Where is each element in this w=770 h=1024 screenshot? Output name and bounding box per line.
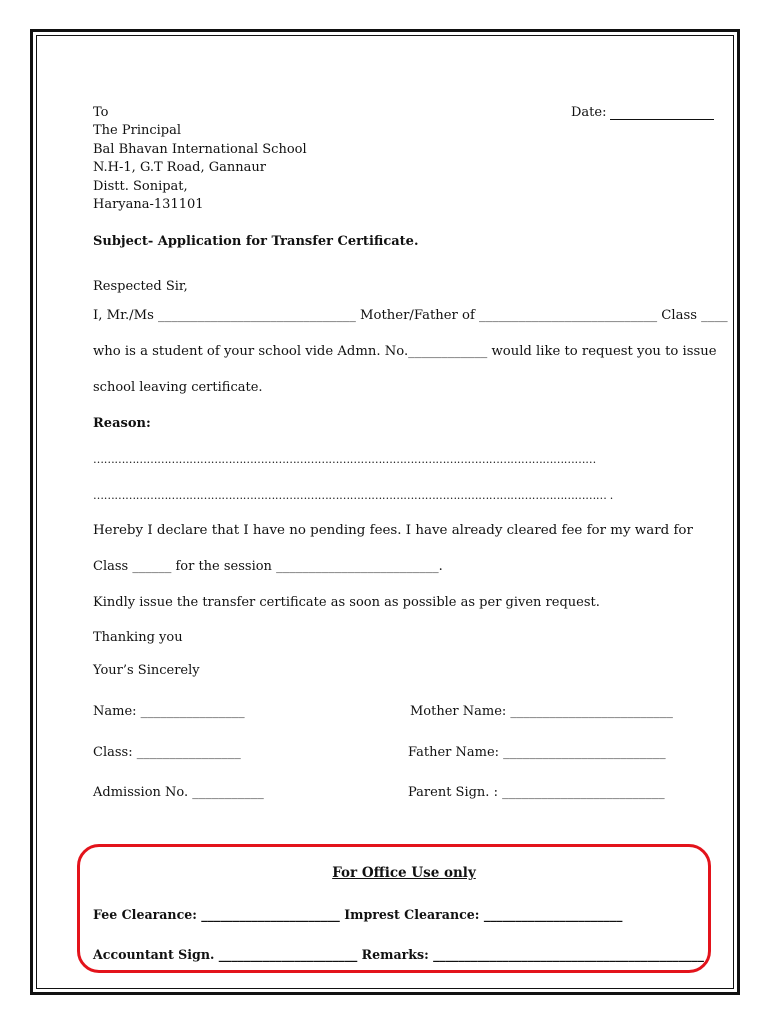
father-name-field: Father Name: _________________________ xyxy=(408,745,666,760)
declaration-line: Hereby I declare that I have no pending fees. I have already cleared fee for my ward for xyxy=(93,523,693,538)
session-line: Class ______ for the session _________________________. xyxy=(93,559,443,574)
reason-label: Reason: xyxy=(93,416,151,431)
fee-clearance-line: Fee Clearance: ______________________ Imprest Clearance: ______________________ xyxy=(93,907,623,922)
name-field: Name: ________________ xyxy=(93,704,245,719)
parent-sign-field: Parent Sign. : _________________________ xyxy=(408,785,665,800)
reason-dots-line: …………………………………………………………………………………………………………………………… xyxy=(93,453,596,466)
mother-name-field: Mother Name: _________________________ xyxy=(410,704,673,719)
to-label: To xyxy=(93,105,109,120)
accountant-sign-line: Accountant Sign. ______________________ Remarks: ___________________________________________ xyxy=(93,947,704,962)
office-use-title: For Office Use only xyxy=(332,865,476,881)
salutation: Respected Sir, xyxy=(93,279,188,294)
class-field: Class: ________________ xyxy=(93,745,241,760)
address-line: Bal Bhavan International School xyxy=(93,142,307,157)
address-line: Haryana-131101 xyxy=(93,197,204,212)
address-line: The Principal xyxy=(93,123,182,138)
date-label: Date: xyxy=(571,105,607,120)
body-line-3: school leaving certificate. xyxy=(93,380,263,395)
admission-field: Admission No. ___________ xyxy=(93,785,264,800)
address-line: N.H-1, G.T Road, Gannaur xyxy=(93,160,266,175)
request-line: Kindly issue the transfer certificate as soon as possible as per given request. xyxy=(93,595,600,610)
body-line-2: who is a student of your school vide Admn. No.____________ would like to request you to issue xyxy=(93,344,717,359)
thanking-line: Thanking you xyxy=(93,630,183,645)
address-line: Distt. Sonipat, xyxy=(93,179,188,194)
subject-line: Subject- Application for Transfer Certificate. xyxy=(93,234,419,249)
body-line-1: I, Mr./Ms ______________________________ Mother/Father of ___________________________ Class ____ xyxy=(93,308,728,323)
date-field xyxy=(610,119,714,120)
reason-dots-line: ……………………………………………………………………………………………………………………………… . xyxy=(93,489,613,502)
sincerely-line: Your’s Sincerely xyxy=(93,663,200,678)
